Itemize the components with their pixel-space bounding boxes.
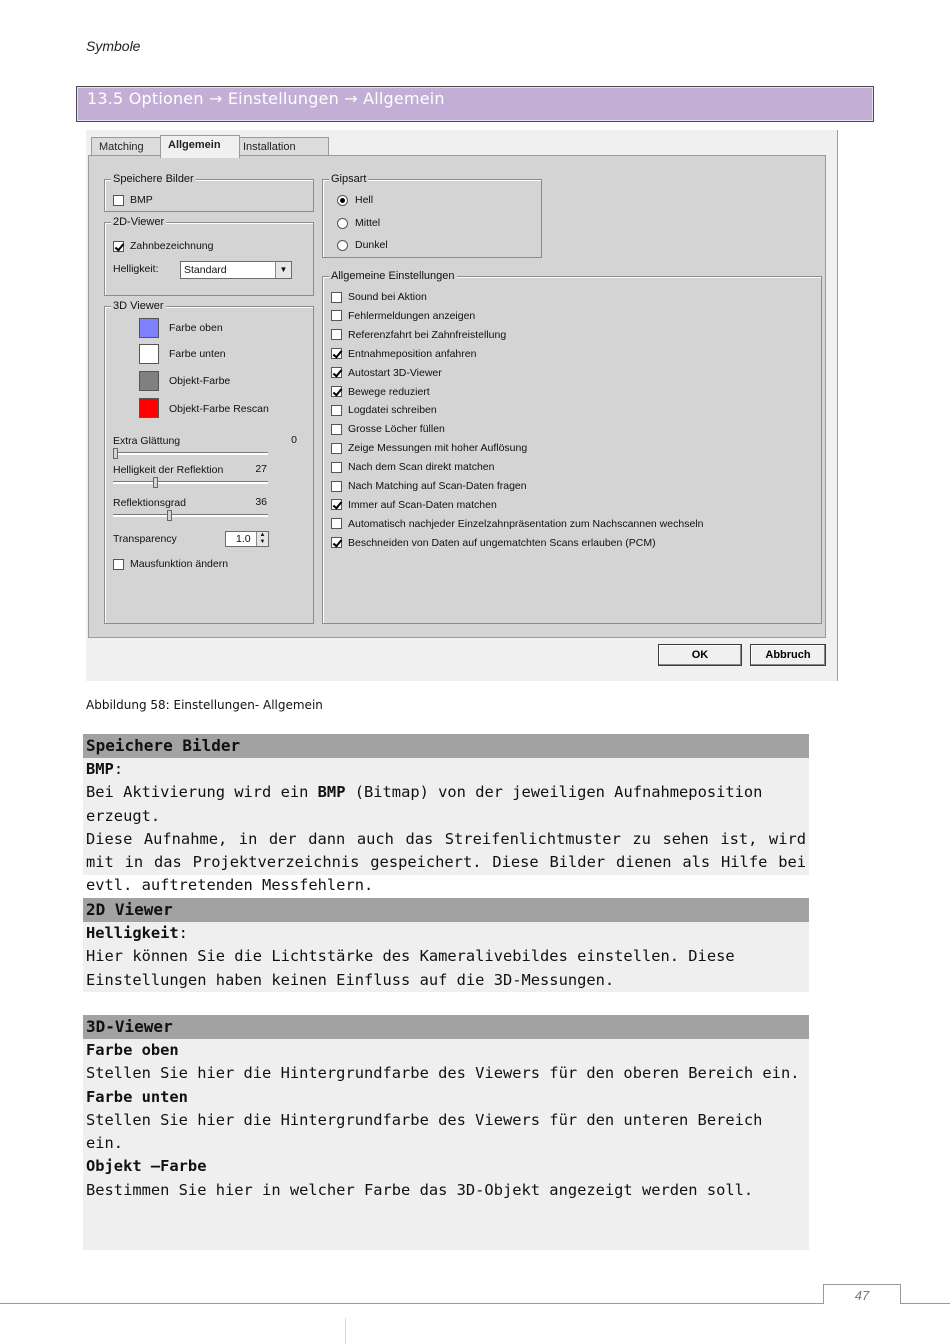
checkbox-label: Mausfunktion ändern bbox=[130, 558, 229, 570]
bmp-term: BMP bbox=[317, 783, 346, 802]
reflektionsgrad-slider[interactable] bbox=[113, 514, 268, 517]
info-box-speichere-bilder bbox=[83, 734, 809, 895]
spinner-value: 1.0 bbox=[236, 533, 251, 545]
group-title: Speichere Bilder bbox=[113, 173, 194, 185]
section-heading bbox=[76, 86, 874, 122]
setting-checkbox[interactable] bbox=[331, 479, 527, 493]
spinner-arrows-icon[interactable]: ▲ ▼ bbox=[256, 532, 268, 546]
transparency-spinner[interactable] bbox=[225, 531, 269, 547]
objekt-farbe-label: Objekt-Farbe bbox=[169, 375, 231, 387]
group-3d-viewer bbox=[104, 300, 314, 624]
box-body bbox=[83, 758, 809, 898]
text-fragment: (Bitmap) von der jeweiligen Aufnahmeposition erzeugt. bbox=[86, 783, 763, 825]
farbe-unten-swatch[interactable] bbox=[139, 344, 159, 364]
term: Farbe unten bbox=[86, 1087, 188, 1106]
term-line bbox=[86, 922, 806, 945]
settings-dialog bbox=[86, 130, 838, 681]
checkbox-box bbox=[331, 367, 342, 378]
radio-hell[interactable] bbox=[337, 193, 373, 207]
checkbox-box bbox=[331, 481, 342, 492]
slider-label: Extra Glättung bbox=[113, 435, 181, 447]
group-title: 2D-Viewer bbox=[113, 216, 165, 228]
term: Farbe oben bbox=[86, 1041, 179, 1059]
checkbox-box bbox=[331, 292, 342, 303]
setting-checkbox[interactable] bbox=[331, 347, 476, 361]
radio-label: Mittel bbox=[355, 217, 381, 229]
slider-value: 0 bbox=[291, 434, 297, 446]
box-heading: Speichere Bilder bbox=[83, 734, 809, 758]
group-allgemeine-einstellungen bbox=[322, 270, 822, 624]
setting-checkbox[interactable] bbox=[331, 403, 437, 417]
zahnbezeichnung-checkbox[interactable] bbox=[113, 239, 213, 253]
checkbox-label: Fehlermeldungen anzeigen bbox=[348, 309, 476, 322]
body-paragraph: Diese Aufnahme, in der dann auch das Streifenlichtmuster zu sehen ist, wird mit in das Projektverzeichnis gespeichert. Diese Bilder dienen als Hilfe bei evtl. auftretenden Messfehlern. bbox=[86, 829, 806, 895]
radio-label: Dunkel bbox=[355, 239, 388, 251]
slider-thumb[interactable] bbox=[153, 477, 158, 488]
tab-matching[interactable]: Matching bbox=[91, 137, 163, 157]
bmp-checkbox[interactable] bbox=[113, 193, 153, 207]
checkbox-label: Referenzfahrt bei Zahnfreistellung bbox=[348, 328, 507, 341]
slider-value: 27 bbox=[255, 463, 267, 475]
helligkeit-reflektion-slider[interactable] bbox=[113, 481, 268, 484]
body-line: Bestimmen Sie hier in welcher Farbe das 3D-Objekt angezeigt werden soll. bbox=[86, 1180, 754, 1199]
checkbox-label: Autostart 3D-Viewer bbox=[348, 366, 442, 379]
group-title: 3D Viewer bbox=[113, 300, 164, 312]
text-fragment: Bei Aktivierung wird ein bbox=[86, 783, 318, 802]
farbe-oben-swatch[interactable] bbox=[139, 318, 159, 338]
slider-label: Reflektionsgrad bbox=[113, 497, 186, 509]
box-body bbox=[83, 1039, 809, 1202]
running-head: Symbole bbox=[86, 38, 141, 54]
radio-dot bbox=[337, 218, 348, 229]
checkbox-label: Automatisch nachjeder Einzelzahnpräsentation zum Nachscannen wechseln bbox=[348, 517, 704, 530]
helligkeit-label: Helligkeit: bbox=[113, 263, 159, 275]
helligkeit-select[interactable] bbox=[180, 261, 292, 279]
setting-checkbox[interactable] bbox=[331, 309, 475, 323]
extra-glaettung-slider[interactable] bbox=[113, 452, 268, 455]
checkbox-label: Entnahmeposition anfahren bbox=[348, 347, 477, 360]
checkbox-box bbox=[113, 195, 124, 206]
body-line: Stellen Sie hier die Hintergrundfarbe des Viewers für den unteren Bereich ein. bbox=[86, 1110, 763, 1153]
farbe-oben-label: Farbe oben bbox=[169, 322, 223, 334]
term: Helligkeit bbox=[86, 924, 179, 942]
objekt-farbe-rescan-swatch[interactable] bbox=[139, 398, 159, 418]
checkbox-box bbox=[331, 348, 342, 359]
body-paragraph: Hier können Sie die Lichtstärke des Kameralivebildes einstellen. Diese Einstellungen haben keinen Einfluss auf die 3D-Messungen. bbox=[86, 947, 735, 989]
figure-caption: Abbildung 58: Einstellungen- Allgemein bbox=[86, 698, 323, 712]
term: Objekt –Farbe bbox=[86, 1157, 207, 1176]
objekt-farbe-rescan-label: Objekt-Farbe Rescan bbox=[169, 403, 269, 415]
chevron-down-icon[interactable]: ▼ bbox=[275, 262, 291, 278]
checkbox-box bbox=[331, 537, 342, 548]
term-line bbox=[86, 758, 806, 781]
select-value: Standard bbox=[184, 264, 227, 276]
objekt-farbe-swatch[interactable] bbox=[139, 371, 159, 391]
transparency-label: Transparency bbox=[113, 533, 177, 545]
box-heading: 2D Viewer bbox=[83, 898, 809, 922]
checkbox-label: Nach dem Scan direkt matchen bbox=[348, 461, 495, 474]
info-box-2d-viewer bbox=[83, 898, 809, 992]
checkbox-label: Beschneiden von Daten auf ungematchten Scans erlauben (PCM) bbox=[348, 536, 656, 549]
checkbox-label: Grosse Löcher füllen bbox=[348, 423, 445, 436]
setting-checkbox[interactable] bbox=[331, 536, 656, 550]
radio-dot bbox=[337, 195, 348, 206]
term-suffix: : bbox=[113, 760, 124, 778]
checkbox-label: BMP bbox=[130, 194, 153, 206]
checkbox-box bbox=[331, 518, 342, 529]
info-box-3d-viewer bbox=[83, 1015, 809, 1250]
checkbox-box bbox=[331, 405, 342, 416]
checkbox-label: Immer auf Scan-Daten matchen bbox=[348, 498, 497, 511]
radio-label: Hell bbox=[355, 194, 374, 206]
body-line bbox=[86, 781, 806, 828]
checkbox-label: Bewege reduziert bbox=[348, 385, 430, 398]
footer-rule bbox=[0, 1303, 950, 1304]
section-title: 13.5 Optionen → Einstellungen → Allgemein bbox=[87, 89, 445, 108]
setting-checkbox[interactable] bbox=[331, 441, 527, 455]
setting-checkbox[interactable] bbox=[331, 517, 703, 531]
abbruch-button[interactable]: Abbruch bbox=[750, 644, 826, 666]
group-speichere-bilder bbox=[104, 173, 314, 212]
group-title: Gipsart bbox=[331, 173, 367, 185]
checkbox-box bbox=[113, 241, 124, 252]
checkbox-box bbox=[331, 310, 342, 321]
setting-checkbox[interactable] bbox=[331, 460, 495, 474]
mausfunktion-checkbox[interactable] bbox=[113, 557, 228, 571]
checkbox-box bbox=[331, 329, 342, 340]
checkbox-box bbox=[331, 499, 342, 510]
setting-checkbox[interactable] bbox=[331, 290, 427, 304]
setting-checkbox[interactable] bbox=[331, 498, 497, 512]
checkbox-box bbox=[331, 424, 342, 435]
checkbox-box bbox=[331, 386, 342, 397]
tab-allgemein[interactable]: Allgemein bbox=[160, 135, 240, 158]
checkbox-label: Sound bei Aktion bbox=[348, 291, 427, 303]
radio-mittel[interactable] bbox=[337, 216, 380, 230]
term: BMP bbox=[86, 760, 114, 778]
checkbox-box bbox=[113, 559, 124, 570]
slider-thumb[interactable] bbox=[167, 510, 172, 521]
slider-label: Helligkeit der Reflektion bbox=[113, 464, 224, 476]
checkbox-box bbox=[331, 443, 342, 454]
checkbox-label: Nach Matching auf Scan-Daten fragen bbox=[348, 480, 527, 492]
group-title: Allgemeine Einstellungen bbox=[331, 270, 455, 282]
group-gipsart bbox=[322, 173, 542, 258]
group-2d-viewer bbox=[104, 216, 314, 296]
checkbox-label: Zeige Messungen mit hoher Auflösung bbox=[348, 442, 528, 455]
checkbox-box bbox=[331, 462, 342, 473]
radio-dot bbox=[337, 240, 348, 251]
slider-thumb[interactable] bbox=[113, 448, 118, 459]
ok-button[interactable]: OK bbox=[658, 644, 742, 666]
tab-panel-allgemein bbox=[88, 155, 826, 638]
radio-dunkel[interactable] bbox=[337, 238, 388, 252]
farbe-unten-label: Farbe unten bbox=[169, 348, 226, 360]
body-line: Stellen Sie hier die Hintergrundfarbe des Viewers für den oberen Bereich ein. bbox=[86, 1064, 800, 1083]
setting-checkbox[interactable] bbox=[331, 422, 445, 436]
box-body bbox=[83, 922, 809, 992]
footer-divider bbox=[345, 1318, 346, 1344]
checkbox-label: Zahnbezeichnung bbox=[130, 240, 214, 252]
setting-checkbox[interactable] bbox=[331, 328, 506, 342]
checkbox-label: Logdatei schreiben bbox=[348, 404, 437, 417]
term-suffix: : bbox=[178, 924, 188, 942]
slider-value: 36 bbox=[255, 496, 267, 508]
page-number: 47 bbox=[823, 1284, 901, 1304]
setting-checkbox[interactable] bbox=[331, 366, 442, 380]
setting-checkbox[interactable] bbox=[331, 385, 430, 399]
box-heading: 3D-Viewer bbox=[83, 1015, 809, 1039]
tab-installation[interactable]: Installation bbox=[235, 137, 329, 157]
